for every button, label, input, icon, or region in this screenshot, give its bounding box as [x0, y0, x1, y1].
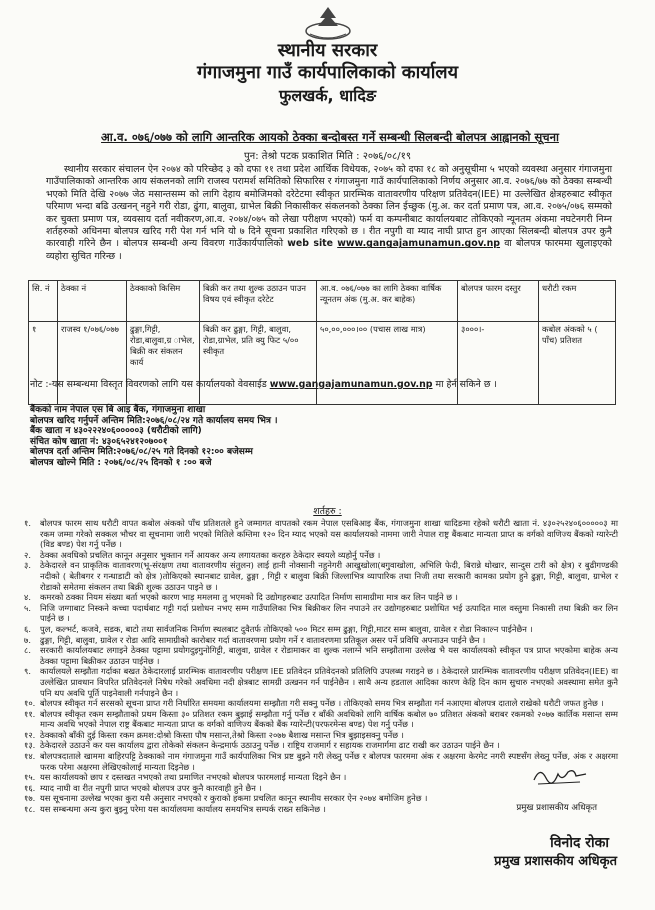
- website-link[interactable]: www.gangajamunamun.gov.np: [337, 238, 501, 250]
- cell-form-fee: ३०००।-: [458, 322, 539, 405]
- condition-item: [24, 603, 618, 624]
- note-text: नोट :-यस सम्बन्धमा विस्तृत विवरणको लागि यस कार्यालयको वेवसाईड: [30, 379, 267, 390]
- condition-number: ९.: [24, 666, 31, 677]
- condition-text: ठेकेदारले वन प्राकृतिक वातावरण(भू-संरक्षण तथा वातावरणीय संतुलन) लाई हानी नोक्सानी नहुनेगरी आखुखोला(बगुवाखोला, अभिलि फेदी, बिरान्ने थोखार, सान्दुस टारी को क्षेत्र) र बुढीगण्डकी नदीको ( बेतीबगर र गन्धाडाटी को क्षेत्र )तोकिएको स्थानबाट ग्रावेल, ढुङ्गा , गिट्टी र बालुवा बिक्री जिल्लाभित्र व्यापारिक तथा निजी तथा सरकारी कामका प्रयोग हुने ढुङ्गा, गिट्टी, बालुवा, ग्राभेल र रोडाको समेतमा संकलन तथा बिक्री शुल्क उठाउन पाइने छ ।: [40, 560, 618, 592]
- condition-item: [24, 560, 618, 592]
- condition-item: [24, 645, 618, 666]
- condition-number: ३.: [24, 560, 31, 571]
- bank-details: [30, 405, 278, 469]
- condition-text: बोलपत्र स्वीकृत गर्न सरसको सूचना प्राप्त गरी निर्धारित समयमा कार्यालयमा सम्झौता गरी सक्नु पर्नेछ । तोकिएको समय भित्र सम्झौता गर्न नआएमा बोलपत्र दाताले राखेको धरौटी जफत हुनेछ ।: [40, 698, 604, 709]
- condition-number: ८.: [24, 645, 31, 656]
- cell-minimum-amount: ५०,००,०००।०० (पचास लाख मात्र): [317, 322, 458, 405]
- condition-text: कमरको ठक्का नियम संख्या बर्ता भएको कारण भाड़ ममलमा तु भएमको दि उद्योगहरुबाट उत्पादित निर्माण सामाग्रीमा मात्र कर लिन पाईने छ ।: [40, 592, 458, 603]
- condition-text: ढुङ्गा, गिट्टी, बालुवा, ग्रावेल र रोडा आदि सामाग्रीको कारोबार गर्दा वातावरणमा प्रयोग गर्ने र वातावरणमा प्रतिकूल असर पर्ने प्रविधि अपनाउन पाईने छैन ।: [40, 634, 486, 645]
- condition-item: [24, 709, 618, 730]
- condition-text: पुल, कल्भर्ट, कजवे, सडक, बाटो तथा सार्वजनिक निर्माण स्थलबाट दुवैतर्फ तोकिएको ५०० मिटर सम्म ढुङ्गा, गिट्टी,माटर सम्म बालुवा, ग्रावेल र रोडा निकाल्न पाईनेछैन ।: [40, 623, 533, 634]
- condition-number: २.: [24, 549, 31, 560]
- table-header-row: [29, 281, 616, 322]
- condition-number: १.: [24, 518, 31, 528]
- condition-item: [24, 751, 618, 772]
- condition-text: बोलपत्रदाताले खाममा बाहिरपट्टि ठेक्काको नाम गंगाजमुना गाउँ कार्यपालिका भित्र प्रष्ट बुझ्ने गरी लेख्नु पर्नेछ र बोलपत्र फारममा अंक र अक्षरमा केरमेट नगरी स्पष्टसँग लेख्नु पर्नेछ, अंक र अक्षरमा फरक परेमा अक्षरमा लेखिएकोलाई मान्यता दिइनेछ ।: [40, 751, 618, 772]
- letterhead-office: गंगाजमुना गाउँ कार्यपालिकाको कार्यालय: [196, 62, 459, 83]
- condition-number: १८.: [24, 804, 36, 815]
- col-minimum-amount: आ.व. ०७६/०७७ का लागि ठेक्का वार्षिक न्यूनतम अंक (मु.अ. कर बाहेक): [317, 281, 458, 322]
- publish-date: पुन: तेश्रो पटक प्रकाशित मिति : २०७६/०८/१९: [243, 151, 412, 162]
- col-form-fee: बोलपत्र फारम दस्तुर: [458, 281, 539, 322]
- bid-opening-date: बोलपत्र खोल्ने मिति : २०७६/०८/२५ दिनको १ :०० बजे: [30, 457, 212, 468]
- notice-body: [46, 164, 612, 263]
- condition-item: [24, 698, 618, 709]
- condition-number: ५.: [24, 602, 31, 613]
- condition-text: म्याद नाघी वा रीत नपुगी प्राप्त भएको बोलपत्र उपर कुनै कारवाही हुने छैन ।: [40, 782, 262, 793]
- bid-purchase-deadline: बोलपत्र खरिद गर्नुपर्ने अन्तिम मिति:२०७६/०८/२४ गते कार्यालय समय भित्र ।: [30, 415, 278, 426]
- condition-text: यस सम्बन्धमा अन्य कुरा बुझ्नु परेमा यस कार्यालयमा कार्यालय समयभित्र सम्पर्क राख्न सकिनेछ ।: [40, 804, 326, 815]
- condition-number: १७.: [24, 793, 36, 804]
- signatory-name: विनोद रोका: [550, 835, 609, 851]
- condition-item: [24, 518, 618, 550]
- condition-number: १६.: [24, 782, 36, 793]
- condition-text: यस कार्यालयको छाप र दस्तखत नभएको तथा प्रमाणित नभएको बोलपत्र फारमलाई मान्यता दिइने छैन ।: [40, 772, 347, 783]
- condition-item: [24, 740, 618, 751]
- website-label: web site: [287, 238, 334, 250]
- condition-number: १३.: [24, 740, 36, 751]
- cell-contract-no: राजस्व १/०७६/०७७: [58, 322, 127, 405]
- condition-number: १०.: [24, 698, 36, 709]
- condition-item: [24, 550, 618, 561]
- conditions-heading: शर्तहरु :: [313, 506, 342, 517]
- letterhead-location: फुलखर्क, धादिङ: [278, 86, 377, 105]
- note-end: मा हेर्न सकिने छ ।: [435, 379, 497, 390]
- notice-body-end: वा बोलपत्र फारममा खुलाइएको व्यहोरा सुचित गरिन्छ ।: [46, 238, 612, 262]
- condition-item: [24, 666, 618, 698]
- condition-text: ठेक्काको बाँकी दुई किस्ता रकम क्रमश:दोश्रो किस्ता पौष मसान्त,तेश्रो किस्ता २०७७ बैशाख मसान्त भित्र बुझाइसक्नु पर्नेछ ।: [40, 729, 404, 740]
- col-contract-type: ठेक्काको किसिम: [127, 281, 200, 322]
- condition-text: ठेक्का अवधिको प्रचलित कानून अनुसार भुक्तान गर्ने आयकर अन्य लगायतका करहरु ठेकेदार स्वयले व्यहोर्नु पर्नेछ ।: [40, 549, 381, 560]
- website-note: [30, 377, 497, 390]
- condition-text: यस सूचनामा उल्लेख भएका कुरा यसै अनुसार नभएको र कुराको हकमा प्रचलित कानून स्थानीय सरकार ऐन २०७४ बमोजिम हुनेछ ।: [40, 793, 428, 804]
- notice-body-text: स्थानीय सरकार संचालन ऐन २०७४ को परिच्छेद ३ को दफा ११ तथा प्रदेश आर्थिक विधेयक, २०७५ को दफा १८ को अनुसूचीमा ५ भएको व्यवस्था अनुसार गंगाजमुना गाउँपालिकाको आन्तरिक आय संकलनको लागि राजस्व परामर्श समितिको सिफारिस र गंगाजमुना गाउँ कार्यपालिकाको निर्णय अनुसार आ.व. २०७६/७७ को ठेक्का सम्बन्धी भएको मिति देखि २०७७ जेठ मसान्तसम्म को लागि देहाय बमोजिमको दरेटेटमा स्वीकृत प्रारम्भिक वातावरणीय परिक्षण प्रतिवेदन(IEE) मा उल्लेखित क्षेत्रहरुबाट स्वीकृत परिमाण भन्दा बढि उत्खनन् नहुने गरी रोडा, ढुंगा, बालुवा, ग्राभेल बिक्री निकासीकर संकलनको ठेक्का लिन ईच्छुक (मु.अ. कर दर्ता प्रमाण पत्र, आ.व. २०७५/०७६ सम्मको कर चुक्ता प्रमाण पत्र, व्यवसाय दर्ता नवीकरण,आ.व. २०७४/०७५ को लेखा परीक्षण भएको) फर्म वा कम्पनीबाट कार्यालयबाट तोकिएको न्यूनतम अंकमा नघटेनगरी निम्न शर्तहरुको अधिनमा बोलपत्र खरिद गरी पेश गर्न भनि यो ७ दिने सूचना प्रकाशित गरिएको छ । रीत नपुगी वा म्याद नाघी प्राप्त हुन आएका सिलबन्दी बोलपत्र उपर कुनै कारवाही गरिने छैन । बोलपत्र सम्बन्धी अन्य विवरण गाउँकार्यपालिको: [46, 164, 612, 250]
- cell-serial: १: [29, 322, 58, 405]
- signature-role-small: प्रमुख प्रशासकीय अधिकृत: [516, 803, 597, 813]
- condition-text: बोलपत्र स्वीकृत रकम सम्झौताको प्रथम किस्ता ३० प्रतिशत रकम बुझाई सम्झौता गर्नु पर्नेछ र बाँकी अवधिको लागि वार्षिक कबोल ७० प्रतिशत अंकको बराबर रकमको २०७७ कार्तिक मसान्त सम्म मान्य अवधि भएको नेपाल राष्ट्र बैंकबाट मान्यता प्राप्त क वर्गको वाणिज्य बैंकको बैंक ग्यारेन्टी(परफरमेन्स बण्ड) पेश गर्नु पर्नेछ ।: [40, 708, 618, 730]
- notice-title: आ.व. ०७६/०७७ को लागि आन्तरिक आयको ठेक्का बन्दोबस्त गर्ने सम्बन्धी सिलबन्दी बोलपत्र आह्वानको सूचना: [101, 130, 559, 144]
- signature-image: [530, 762, 590, 788]
- condition-number: ४.: [24, 592, 31, 603]
- note-website-link[interactable]: www.gangajamunamun.gov.np: [269, 379, 433, 390]
- col-tax-subject: बिक्री कर तथा शुल्क उठाउन पाउन विषय एवं स्वीकृत दरेटेट: [200, 281, 317, 322]
- condition-item: [24, 624, 618, 635]
- table-row: [29, 322, 616, 405]
- col-contract-no: ठेक्का नं: [58, 281, 127, 322]
- fund-account: संचित कोष खाता नं: ४३०६५२४१२०७००१: [30, 436, 168, 447]
- condition-text: सरकारी कार्यालयबाट लगाइने ठेक्का पट्टामा प्रयोगदुइगुनोगिट्टी, बालुवा, ग्रावेल र रोडामाकर वा शुल्क नलाग्ने भनि सम्झौतामा उल्लेख भै यस कार्यालयको स्वीकृत पत्र प्राप्त भएकोमा बाहेक अन्य ठेक्का पट्टामा बिक्रीकर उठाउन पाईनेछ ।: [40, 645, 618, 666]
- condition-text: ठेकेदारले उठाउने कर यस कार्यालय द्वारा तोकेको संकलन केन्द्रमार्फ उठाउनु पर्नेछ । राष्ट्रिय राजमार्ग र सहायक राजमार्गमा ढाट राखी कर उठाउन पाईने छैन ।: [40, 740, 500, 751]
- cell-deposit: कबोल अंकको ५ ( पाँच) प्रतिशत: [539, 322, 616, 405]
- condition-item: [24, 783, 618, 794]
- conditions-list: [24, 518, 618, 815]
- nepal-emblem-icon: [300, 4, 356, 42]
- condition-text: बोलपत्र फारम साथ धरौटी वापत कबोल अंकको पाँच प्रतिशतले हुने जम्मागत वापतको रकम नेपाल एसबिआइ बैंक, गंगाजमुना शाखा धादिङमा रहेको धरौटी खाता नं. ४३०२५२४०६०००००३ मा रकम जम्मा गरेको सक्कल भौचर वा सूचनामा जारी भएको मितिले कम्तिमा १२० दिन म्याद भएको यस कार्यालयको नाममा जारी नेपाल राष्ट्र बैंकबाट मान्यता प्राप्त क वर्गको वाणिज्य बैंकको ग्यारेन्टी (विड बण्ड) पेश गर्नु पर्नेछ ।: [40, 518, 618, 550]
- deposit-account: बैंक खाता न ४३०२२२४०६०००००३ (धरौटीको लागि): [30, 426, 202, 437]
- cell-tax-subject: बिक्री कर ढुङ्गा, गिट्टी, बालुवा, रोडा,ग्राभेल, प्रति क्यु फिट ५/०० स्वीकृत: [200, 322, 317, 405]
- condition-item: [24, 635, 618, 646]
- condition-number: १४.: [24, 751, 36, 762]
- condition-item: [24, 772, 618, 783]
- col-serial: सि. नं: [29, 281, 58, 322]
- condition-number: १२.: [24, 729, 36, 740]
- col-deposit: धरौटी रकम: [539, 281, 616, 322]
- condition-number: ६.: [24, 623, 31, 634]
- letterhead-line1: स्थानीय सरकार: [277, 40, 378, 61]
- cell-contract-type: ढुङ्गा,गिट्टी, रोडा,बालुवा,ग्र ाभेल, बिक्री कर संकलन कार्य: [127, 322, 200, 405]
- condition-text: कार्यालयले सम्झौता गर्दाका बखत ठेकेदारलाई प्रारम्भिक वातावरणीय परीक्षण IEE प्रतिवेदन प्रतिवेदनको प्रतिलिपि उपलब्ध गराइने छ । ठेकेदारले प्रारम्भिक वातावरणीय परीक्षण प्रतिवेदन(IEE) वा उल्लेखित प्रावधान विपरित प्रतिवेदनले निषेध गरेको अवधिमा नदी क्षेत्रबाट सामग्री उत्खनन गर्न पाईनेछैन । साथै अन्य हडताल आदिका कारण केहि दिन काम सुचारु नभएको अवस्थामा समेत कुनै पनि थप अवधि पूर्ति पाइनेवाली गर्नपाइने छैन ।: [40, 666, 618, 698]
- bid-submission-deadline: बोलपत्र दर्ता अन्तिम मिति:२०७६/०८/२५ गते दिनको १२:०० बजेसम्म: [30, 447, 253, 458]
- bank-name: बैंकको नाम नेपाल एस बि आइ बैंक, गंगाजमुना शाखा: [30, 405, 206, 415]
- condition-item: [24, 592, 618, 603]
- condition-number: १५.: [24, 772, 36, 783]
- condition-text: निजि जग्गाबाट निस्कने कच्चा पदार्थबाट गट्टी गर्दा प्रशोधन नभए सम्म गाउँपालिका भित्र बिक्रीकर लिन नपाउने तर उद्योगहरुबाट प्रशोधित भई उत्पादित माल वस्तुमा निकासी तथा बिक्री कर लिन पाईने छ ।: [40, 602, 618, 624]
- signatory-role: प्रमुख प्रशासकीय अधिकृत: [494, 854, 617, 869]
- condition-number: ७.: [24, 634, 31, 645]
- condition-number: ११.: [24, 708, 36, 719]
- condition-item: [24, 730, 618, 741]
